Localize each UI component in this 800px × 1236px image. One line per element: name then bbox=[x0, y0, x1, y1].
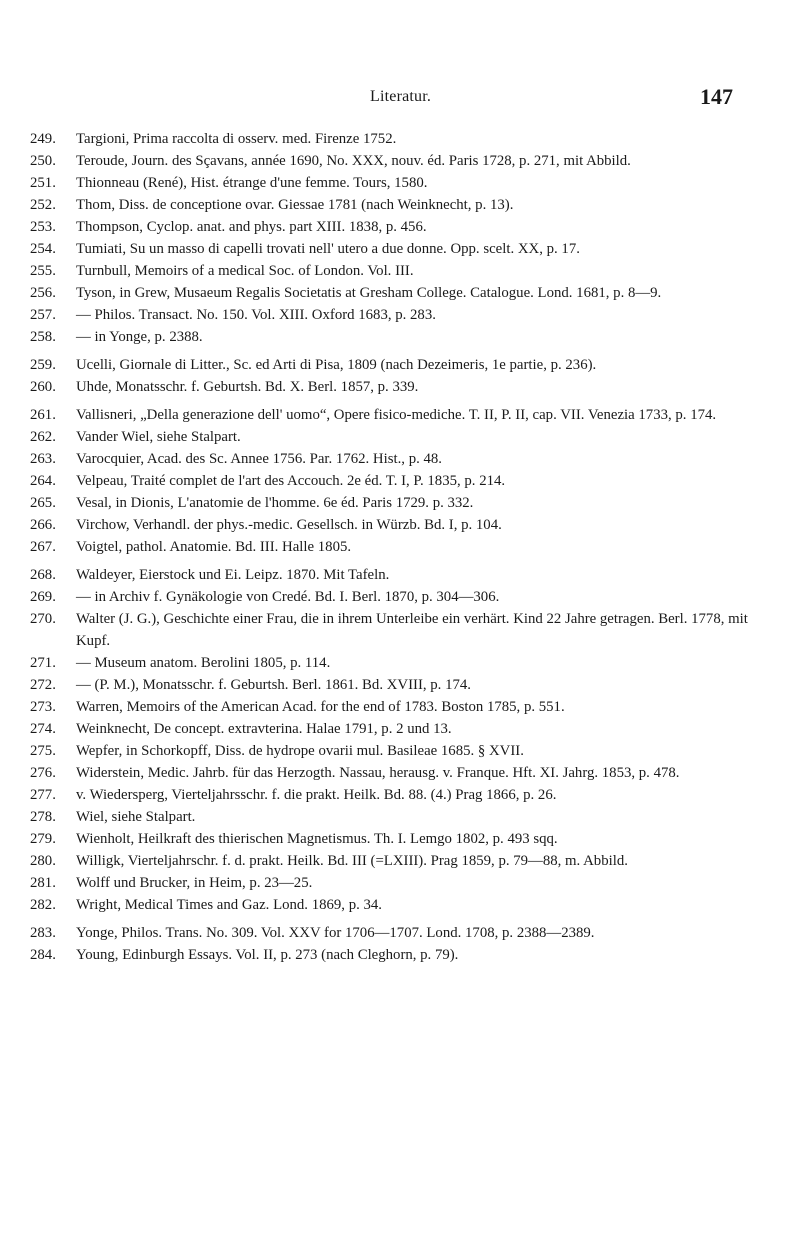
entry-text: — in Archiv f. Gynäkologie von Credé. Bd. I. Berl. 1870, p. 304—306. bbox=[76, 589, 500, 605]
entry-text: Thom, Diss. de conceptione ovar. Giessae 1781 (nach Weinknecht, p. 13). bbox=[76, 197, 514, 213]
entry-number: 271. bbox=[30, 655, 56, 671]
entry-text: Widerstein, Medic. Jahrb. für das Herzogth. Nassau, herausg. v. Franque. Hft. XI. Jahrg. 1853, p. 478. bbox=[76, 765, 680, 781]
entry-number: 262. bbox=[30, 429, 56, 445]
entry-text: Wolff und Brucker, in Heim, p. 23—25. bbox=[76, 875, 313, 891]
list-item bbox=[30, 850, 760, 872]
entry-number: 270. bbox=[30, 611, 56, 627]
list-item bbox=[30, 194, 760, 216]
entry-text: Tyson, in Grew, Musaeum Regalis Societatis at Gresham College. Catalogue. Lond. 1681, p. 8—9. bbox=[76, 285, 662, 301]
entry-text: Varocquier, Acad. des Sc. Annee 1756. Par. 1762. Hist., p. 48. bbox=[76, 451, 442, 467]
entry-number: 258. bbox=[30, 329, 56, 345]
entry-number: 264. bbox=[30, 473, 56, 489]
list-item bbox=[30, 922, 760, 944]
entry-text: Targioni, Prima raccolta di osserv. med. Firenze 1752. bbox=[76, 131, 397, 147]
list-item bbox=[30, 784, 760, 806]
list-item bbox=[30, 150, 760, 172]
entry-text: Thompson, Cyclop. anat. and phys. part XIII. 1838, p. 456. bbox=[76, 219, 427, 235]
entry-number: 276. bbox=[30, 765, 56, 781]
entry-number: 260. bbox=[30, 379, 56, 395]
entry-text: Walter (J. G.), Geschichte einer Frau, die in ihrem Unterleibe ein verhärt. Kind 22 Jahre getragen. Berl. 1778, mit Kupf. bbox=[76, 611, 748, 649]
list-item bbox=[30, 304, 760, 326]
list-item bbox=[30, 696, 760, 718]
list-item bbox=[30, 216, 760, 238]
list-item bbox=[30, 652, 760, 674]
entry-text: — (P. M.), Monatsschr. f. Geburtsh. Berl. 1861. Bd. XVIII, p. 174. bbox=[76, 677, 471, 693]
list-item bbox=[30, 326, 760, 348]
entry-number: 249. bbox=[30, 131, 56, 147]
entry-text: Young, Edinburgh Essays. Vol. II, p. 273 (nach Cleghorn, p. 79). bbox=[76, 947, 459, 963]
entry-number: 284. bbox=[30, 947, 56, 963]
entry-text: Virchow, Verhandl. der phys.-medic. Gesellsch. in Würzb. Bd. I, p. 104. bbox=[76, 517, 502, 533]
list-item bbox=[30, 718, 760, 740]
entry-text: Thionneau (René), Hist. étrange d'une femme. Tours, 1580. bbox=[76, 175, 428, 191]
entry-text: Wright, Medical Times and Gaz. Lond. 1869, p. 34. bbox=[76, 897, 382, 913]
entry-number: 267. bbox=[30, 539, 56, 555]
entry-text: v. Wiedersperg, Vierteljahrsschr. f. die prakt. Heilk. Bd. 88. (4.) Prag 1866, p. 26. bbox=[76, 787, 557, 803]
entry-number: 277. bbox=[30, 787, 56, 803]
entry-text: Uhde, Monatsschr. f. Geburtsh. Bd. X. Berl. 1857, p. 339. bbox=[76, 379, 419, 395]
entry-number: 272. bbox=[30, 677, 56, 693]
entry-text: Warren, Memoirs of the American Acad. for the end of 1783. Boston 1785, p. 551. bbox=[76, 699, 565, 715]
entry-text: Willigk, Vierteljahrschr. f. d. prakt. Heilk. Bd. III (=LXIII). Prag 1859, p. 79—88, m. Abbild. bbox=[76, 853, 628, 869]
list-item bbox=[30, 172, 760, 194]
list-item bbox=[30, 404, 760, 426]
list-item bbox=[30, 872, 760, 894]
entry-number: 273. bbox=[30, 699, 56, 715]
list-item bbox=[30, 492, 760, 514]
bibliography-list bbox=[30, 128, 760, 966]
entry-number: 269. bbox=[30, 589, 56, 605]
entry-number: 251. bbox=[30, 175, 56, 191]
entry-number: 253. bbox=[30, 219, 56, 235]
entry-number: 254. bbox=[30, 241, 56, 257]
entry-text: Voigtel, pathol. Anatomie. Bd. III. Halle 1805. bbox=[76, 539, 352, 555]
entry-number: 250. bbox=[30, 153, 56, 169]
entry-number: 278. bbox=[30, 809, 56, 825]
entry-text: Tumiati, Su un masso di capelli trovati nell' utero a due donne. Opp. scelt. XX, p. 17. bbox=[76, 241, 580, 257]
list-item bbox=[30, 564, 760, 586]
list-item bbox=[30, 674, 760, 696]
entry-number: 274. bbox=[30, 721, 56, 737]
list-item bbox=[30, 448, 760, 470]
entry-number: 266. bbox=[30, 517, 56, 533]
entry-text: Wepfer, in Schorkopff, Diss. de hydrope ovarii mul. Basileae 1685. § XVII. bbox=[76, 743, 524, 759]
entry-text: Vander Wiel, siehe Stalpart. bbox=[76, 429, 241, 445]
list-item bbox=[30, 828, 760, 850]
entry-text: Weinknecht, De concept. extravterina. Halae 1791, p. 2 und 13. bbox=[76, 721, 452, 737]
entry-number: 275. bbox=[30, 743, 56, 759]
list-item bbox=[30, 128, 760, 150]
list-item bbox=[30, 586, 760, 608]
list-item bbox=[30, 514, 760, 536]
entry-number: 257. bbox=[30, 307, 56, 323]
entry-number: 268. bbox=[30, 567, 56, 583]
entry-text: — Museum anatom. Berolini 1805, p. 114. bbox=[76, 655, 331, 671]
entry-number: 283. bbox=[30, 925, 56, 941]
entry-number: 255. bbox=[30, 263, 56, 279]
entry-text: Vesal, in Dionis, L'anatomie de l'homme. 6e éd. Paris 1729. p. 332. bbox=[76, 495, 474, 511]
entry-text: Wiel, siehe Stalpart. bbox=[76, 809, 196, 825]
entry-number: 265. bbox=[30, 495, 56, 511]
list-item bbox=[30, 238, 760, 260]
entry-number: 281. bbox=[30, 875, 56, 891]
entry-text: Velpeau, Traité complet de l'art des Accouch. 2e éd. T. I, P. 1835, p. 214. bbox=[76, 473, 506, 489]
list-item bbox=[30, 260, 760, 282]
entry-text: Waldeyer, Eierstock und Ei. Leipz. 1870. Mit Tafeln. bbox=[76, 567, 390, 583]
list-item bbox=[30, 282, 760, 304]
list-item bbox=[30, 944, 760, 966]
list-item bbox=[30, 806, 760, 828]
entry-text: Yonge, Philos. Trans. No. 309. Vol. XXV for 1706—1707. Lond. 1708, p. 2388—2389. bbox=[76, 925, 595, 941]
entry-text: — in Yonge, p. 2388. bbox=[76, 329, 203, 345]
list-item bbox=[30, 608, 760, 652]
list-item bbox=[30, 536, 760, 558]
page-number: 147 bbox=[700, 84, 733, 109]
list-item bbox=[30, 740, 760, 762]
list-item bbox=[30, 354, 760, 376]
entry-number: 263. bbox=[30, 451, 56, 467]
list-item bbox=[30, 894, 760, 916]
list-item bbox=[30, 762, 760, 784]
entry-text: Wienholt, Heilkraft des thierischen Magnetismus. Th. I. Lemgo 1802, p. 493 sqq. bbox=[76, 831, 558, 847]
list-item bbox=[30, 470, 760, 492]
running-title: Literatur. bbox=[370, 88, 432, 105]
entry-number: 279. bbox=[30, 831, 56, 847]
list-item bbox=[30, 376, 760, 398]
entry-text: Ucelli, Giornale di Litter., Sc. ed Arti di Pisa, 1809 (nach Dezeimeris, 1e partie, p. 236). bbox=[76, 357, 597, 373]
list-item bbox=[30, 426, 760, 448]
entry-number: 256. bbox=[30, 285, 56, 301]
entry-text: Teroude, Journ. des Sçavans, année 1690, No. XXX, nouv. éd. Paris 1728, p. 271, mit Abbild. bbox=[76, 153, 631, 169]
entry-number: 280. bbox=[30, 853, 56, 869]
entry-number: 261. bbox=[30, 407, 56, 423]
entry-number: 259. bbox=[30, 357, 56, 373]
entry-text: — Philos. Transact. No. 150. Vol. XIII. Oxford 1683, p. 283. bbox=[76, 307, 436, 323]
entry-number: 282. bbox=[30, 897, 56, 913]
entry-number: 252. bbox=[30, 197, 56, 213]
entry-text: Vallisneri, „Della generazione dell' uomo“, Opere fisico-mediche. T. II, P. II, cap. VII. Venezia 1733, p. 174. bbox=[76, 407, 717, 423]
entry-text: Turnbull, Memoirs of a medical Soc. of London. Vol. III. bbox=[76, 263, 414, 279]
